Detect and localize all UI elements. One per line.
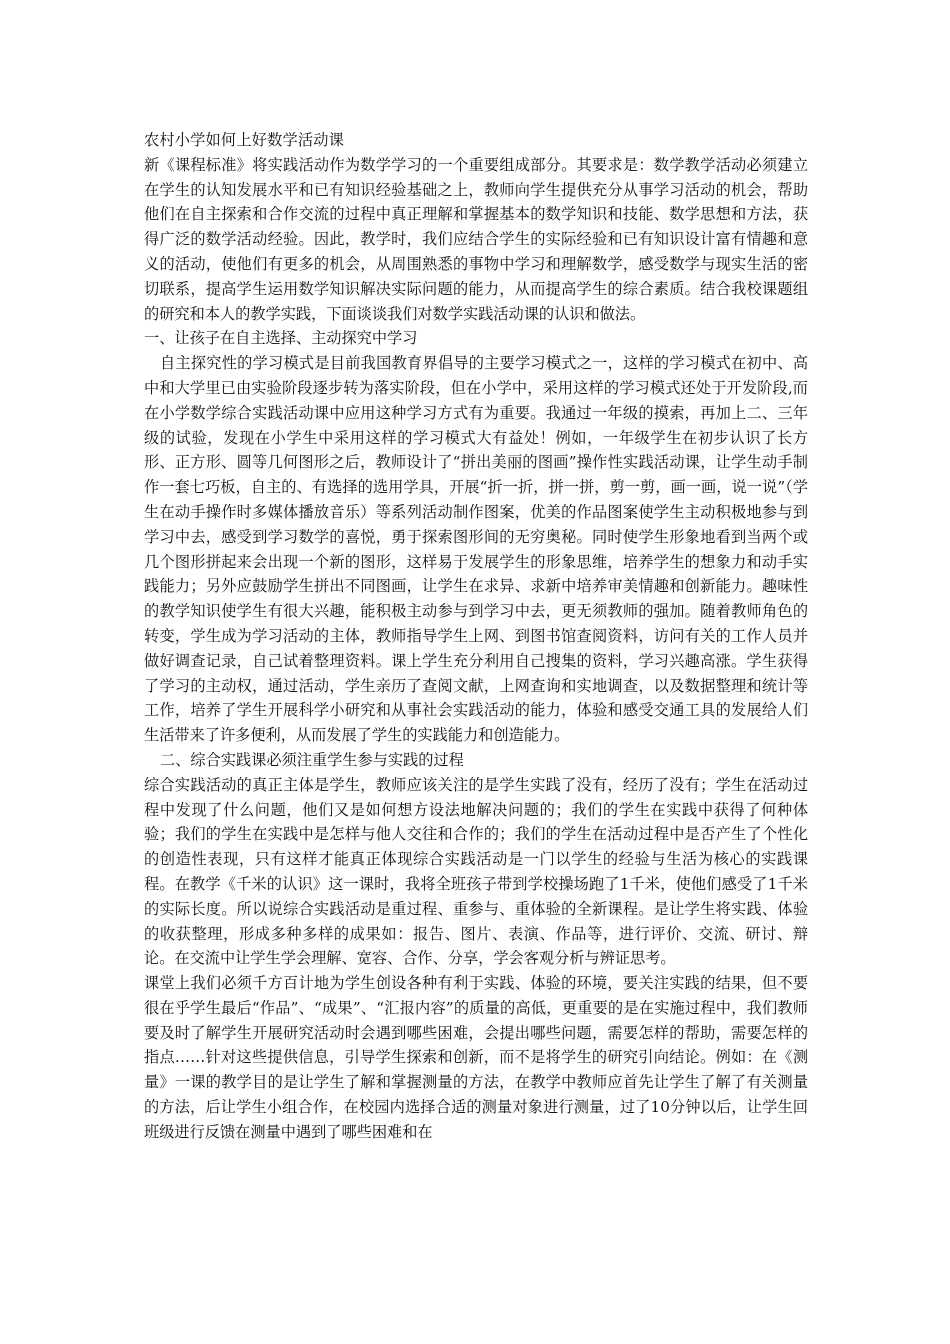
document-page — [144, 128, 808, 1145]
section2-paragraph-2: 课堂上我们必须千方百计地为学生创设各种有利于实践、体验的环境，要关注实践的结果，但不要很在乎学生最后“作品”、“成果”、“汇报内容”的质量的高低，更重要的是在实施过程中，我们教师要及时了解学生开展研究活动时会遇到哪些困难，会提出哪些问题，需要怎样的帮助，需要怎样的指点……针对这些提供信息，引导学生探索和创新，而不是将学生的研究引向结论。例如：在《测量》一课的教学目的是让学生了解和掌握测量的方法，在教学中教师应首先让学生了解了有关测量的方法，后让学生小组合作，在校园内选择合适的测量对象进行测量，过了10分钟以后，让学生回班级进行反馈在测量中遇到了哪些困难和在 — [144, 974, 808, 1141]
intro-paragraph: 新《课程标准》将实践活动作为数学学习的一个重要组成部分。其要求是：数学教学活动必须建立在学生的认知发展水平和已有知识经验基础之上，教师向学生提供充分从事学习活动的机会，帮助他们在自主探索和合作交流的过程中真正理解和掌握基本的数学知识和技能、数学思想和方法，获得广泛的数学活动经验。因此，教学时，我们应结合学生的实际经验和已有知识设计富有情趣和意义的活动，使他们有更多的机会，从周围熟悉的事物中学习和理解数学，感受数学与现实生活的密切联系，提高学生运用数学知识解决实际问题的能力，从而提高学生的综合素质。结合我校课题组的研究和本人的教学实践，下面谈谈我们对数学实践活动课的认识和做法。 — [144, 155, 808, 323]
section1-paragraph: 自主探究性的学习模式是目前我国教育界倡导的主要学习模式之一，这样的学习模式在初中、高中和大学里已由实验阶段逐步转为落实阶段，但在小学中，采用这样的学习模式还处于开发阶段,而在小学数学综合实践活动课中应用这种学习方式有为重要。我通过一年级的摸索，再加上二、三年级的试验，发现在小学生中采用这样的学习模式大有益处！例如，一年级学生在初步认识了长方形、正方形、圆等几何图形之后，教师设计了“拼出美丽的图画”操作性实践活动课，让学生动手制作一套七巧板，自主的、有选择的选用学具，开展“折一折，拼一拼，剪一剪，画一画，说一说”（学生在动手操作时多媒体播放音乐）等系列活动制作图案，优美的作品图案使学生主动积极地参与到学习中去，感受到学习数学的喜悦，勇于探索图形间的无穷奥秘。同时使学生形象地看到当两个或几个图形拼起来会出现一个新的图形，这样易于发展学生的形象思维，培养学生的想象力和动手实践能力；另外应鼓励学生拼出不同图画，让学生在求异、求新中培养审美情趣和创新能力。趣味性的教学知识使学生有很大兴趣，能积极主动参与到学习中去，更无须教师的强加。随着教师角色的转变，学生成为学习活动的主体，教师指导学生上网、到图书馆查阅资料，访问有关的工作人员并做好调查记录，自己试着整理资料。课上学生充分利用自己搜集的资料，学习兴趣高涨。学生获得了学习的主动权，通过活动，学生亲历了查阅文献，上网查询和实地调查，以及数据整理和统计等工作，培养了学生开展科学小研究和从事社会实践活动的能力，体验和感受交通工具的发展给人们生活带来了许多便利，从而发展了学生的实践能力和创造能力。 — [144, 354, 808, 745]
section2-heading: 二、综合实践课必须注重学生参与实践的过程 — [160, 750, 464, 769]
section1-heading: 一、让孩子在自主选择、主动探究中学习 — [144, 329, 418, 348]
document-title: 农村小学如何上好数学活动课 — [144, 131, 345, 149]
section2-paragraph-1: 综合实践活动的真正主体是学生，教师应该关注的是学生实践了没有，经历了没有；学生在活动过程中发现了什么问题，他们又是如何想方设法地解决问题的；我们的学生在实践中获得了何种体验；我们的学生在实践中是怎样与他人交往和合作的；我们的学生在活动过程中是否产生了个性化的创造性表现，只有这样才能真正体现综合实践活动是一门以学生的经验与生活为核心的实践课程。在教学《千米的认识》这一课时，我将全班孩子带到学校操场跑了1千米，使他们感受了1千米的实际长度。所以说综合实践活动是重过程、重参与、重体验的全新课程。是让学生将实践、体验的收获整理，形成多种多样的成果如：报告、图片、表演、作品等，进行评价、交流、研讨、辩论。在交流中让学生学会理解、宽容、合作、分享，学会客观分析与辨证思考。 — [144, 775, 808, 968]
